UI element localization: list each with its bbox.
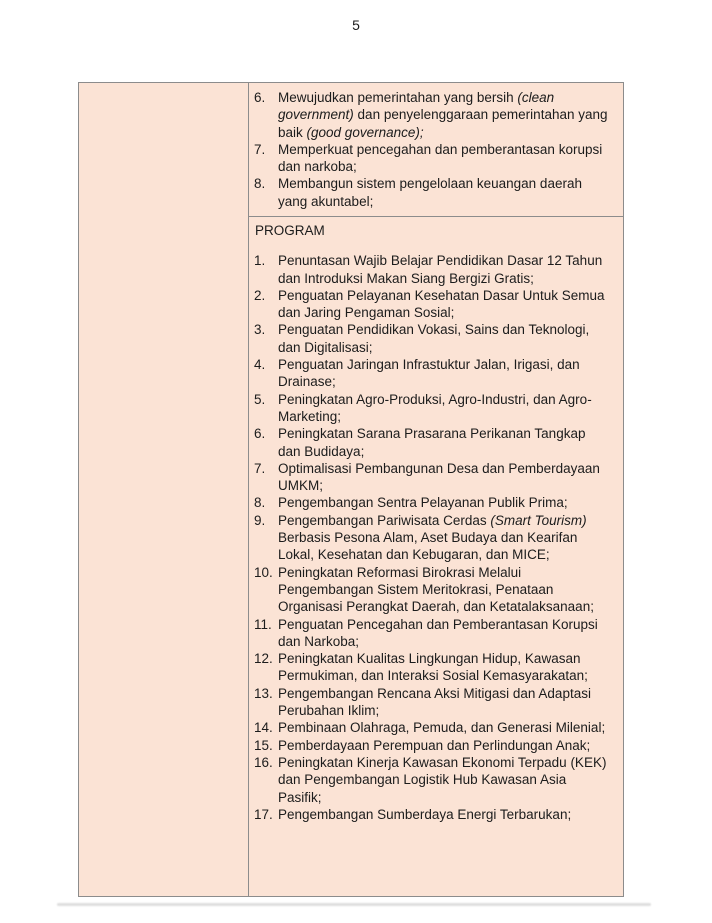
list-item-text: Pengembangan Pariwisata Cerdas (Smart Tourism) Berbasis Pesona Alam, Aset Budaya dan Kearifan Lokal, Kesehatan dan Kebugaran, dan MICE; <box>278 512 587 563</box>
table-left-cell <box>79 83 249 896</box>
list-item <box>254 806 608 823</box>
list-item-text: Peningkatan Sarana Prasarana Perikanan Tangkap dan Budidaya; <box>278 426 586 459</box>
misi-continuation-cell <box>249 83 623 217</box>
list-item-number: 6. <box>254 90 266 105</box>
list-item <box>254 321 608 356</box>
list-item <box>254 737 608 754</box>
program-list <box>254 252 608 823</box>
list-item <box>254 494 608 511</box>
list-item-text: Membangun sistem pengelolaan keuangan daerah yang akuntabel; <box>278 176 582 209</box>
list-item-number: 7. <box>254 141 266 157</box>
list-item-number: 10. <box>254 564 273 580</box>
list-item-number: 7. <box>254 460 266 476</box>
list-item-text: Memperkuat pencegahan dan pemberantasan korupsi dan narkoba; <box>278 141 603 175</box>
list-item-text: Optimalisasi Pembangunan Desa dan Pemberdayaan UMKM; <box>278 460 600 494</box>
list-item <box>254 512 608 564</box>
list-item-text: Peningkatan Agro-Produksi, Agro-Industri, dan Agro-Marketing; <box>278 391 592 424</box>
list-item <box>254 89 608 141</box>
table-right-column <box>249 83 623 896</box>
list-item-text: Pengembangan Rencana Aksi Mitigasi dan Adaptasi Perubahan Iklim; <box>278 685 591 719</box>
list-item-text: Peningkatan Kualitas Lingkungan Hidup, Kawasan Permukiman, dan Interaksi Sosial Kemasyarakatan; <box>278 651 588 684</box>
list-item <box>254 141 608 176</box>
list-item <box>254 287 608 322</box>
list-item-text: Penguatan Pencegahan dan Pemberantasan Korupsi dan Narkoba; <box>278 616 598 649</box>
list-item <box>254 719 608 736</box>
list-item <box>254 460 608 495</box>
program-cell <box>249 217 623 896</box>
list-item <box>254 564 608 616</box>
list-item-number: 1. <box>254 253 266 269</box>
list-item <box>254 175 608 210</box>
misi-continuation-list <box>254 89 608 210</box>
list-item-number: 6. <box>254 426 266 442</box>
list-item-text: Pembinaan Olahraga, Pemuda, dan Generasi Milenial; <box>278 720 606 736</box>
list-item-number: 11. <box>254 616 272 632</box>
list-item-number: 12. <box>254 651 273 667</box>
list-item-number: 15. <box>254 737 273 753</box>
list-item-number: 17. <box>254 806 273 822</box>
list-item-text: Pengembangan Sentra Pelayanan Publik Prima; <box>278 495 568 511</box>
list-item-text: Mewujudkan pemerintahan yang bersih (clean government) dan penyelenggaraan pemerintahan yang baik (good governance); <box>278 90 608 140</box>
scan-artifact-line <box>57 903 651 906</box>
list-item-text: Penuntasan Wajib Belajar Pendidikan Dasar 12 Tahun dan Introduksi Makan Siang Bergizi Gratis; <box>278 253 603 286</box>
list-item-number: 8. <box>254 176 266 192</box>
list-item <box>254 650 608 685</box>
content-table <box>78 82 624 897</box>
list-item-text: Penguatan Pelayanan Kesehatan Dasar Untuk Semua dan Jaring Pengaman Sosial; <box>278 287 605 321</box>
list-item <box>254 754 608 806</box>
list-item-text: Penguatan Jaringan Infrastuktur Jalan, Irigasi, dan Drainase; <box>278 357 580 390</box>
list-item-text: Penguatan Pendidikan Vokasi, Sains dan Teknologi, dan Digitalisasi; <box>278 322 590 355</box>
list-item <box>254 616 608 651</box>
list-item-number: 4. <box>254 357 266 373</box>
page-number: 5 <box>352 17 360 33</box>
list-item-text: Pemberdayaan Perempuan dan Perlindungan Anak; <box>278 737 591 753</box>
list-item <box>254 252 608 287</box>
list-item <box>254 356 608 391</box>
list-item-number: 16. <box>254 754 273 770</box>
list-item-number: 8. <box>254 495 266 511</box>
list-item <box>254 425 608 460</box>
list-item-text: Peningkatan Reformasi Birokrasi Melalui Pengembangan Sistem Meritokrasi, Penataan Organisasi Perangkat Daerah, dan Ketatalaksanaan; <box>278 564 594 615</box>
list-item-number: 2. <box>254 287 266 303</box>
list-item-number: 13. <box>254 685 273 701</box>
list-item-number: 3. <box>254 322 266 338</box>
list-item-number: 9. <box>254 512 266 528</box>
list-item-text: Pengembangan Sumberdaya Energi Terbarukan; <box>278 806 572 822</box>
list-item-text: Peningkatan Kinerja Kawasan Ekonomi Terpadu (KEK) dan Pengembangan Logistik Hub Kawasan Asia Pasifik; <box>278 754 607 805</box>
list-item-number: 14. <box>254 720 273 736</box>
list-item <box>254 391 608 426</box>
program-header: PROGRAM <box>255 223 325 238</box>
list-item <box>254 685 608 720</box>
list-item-number: 5. <box>254 391 266 407</box>
